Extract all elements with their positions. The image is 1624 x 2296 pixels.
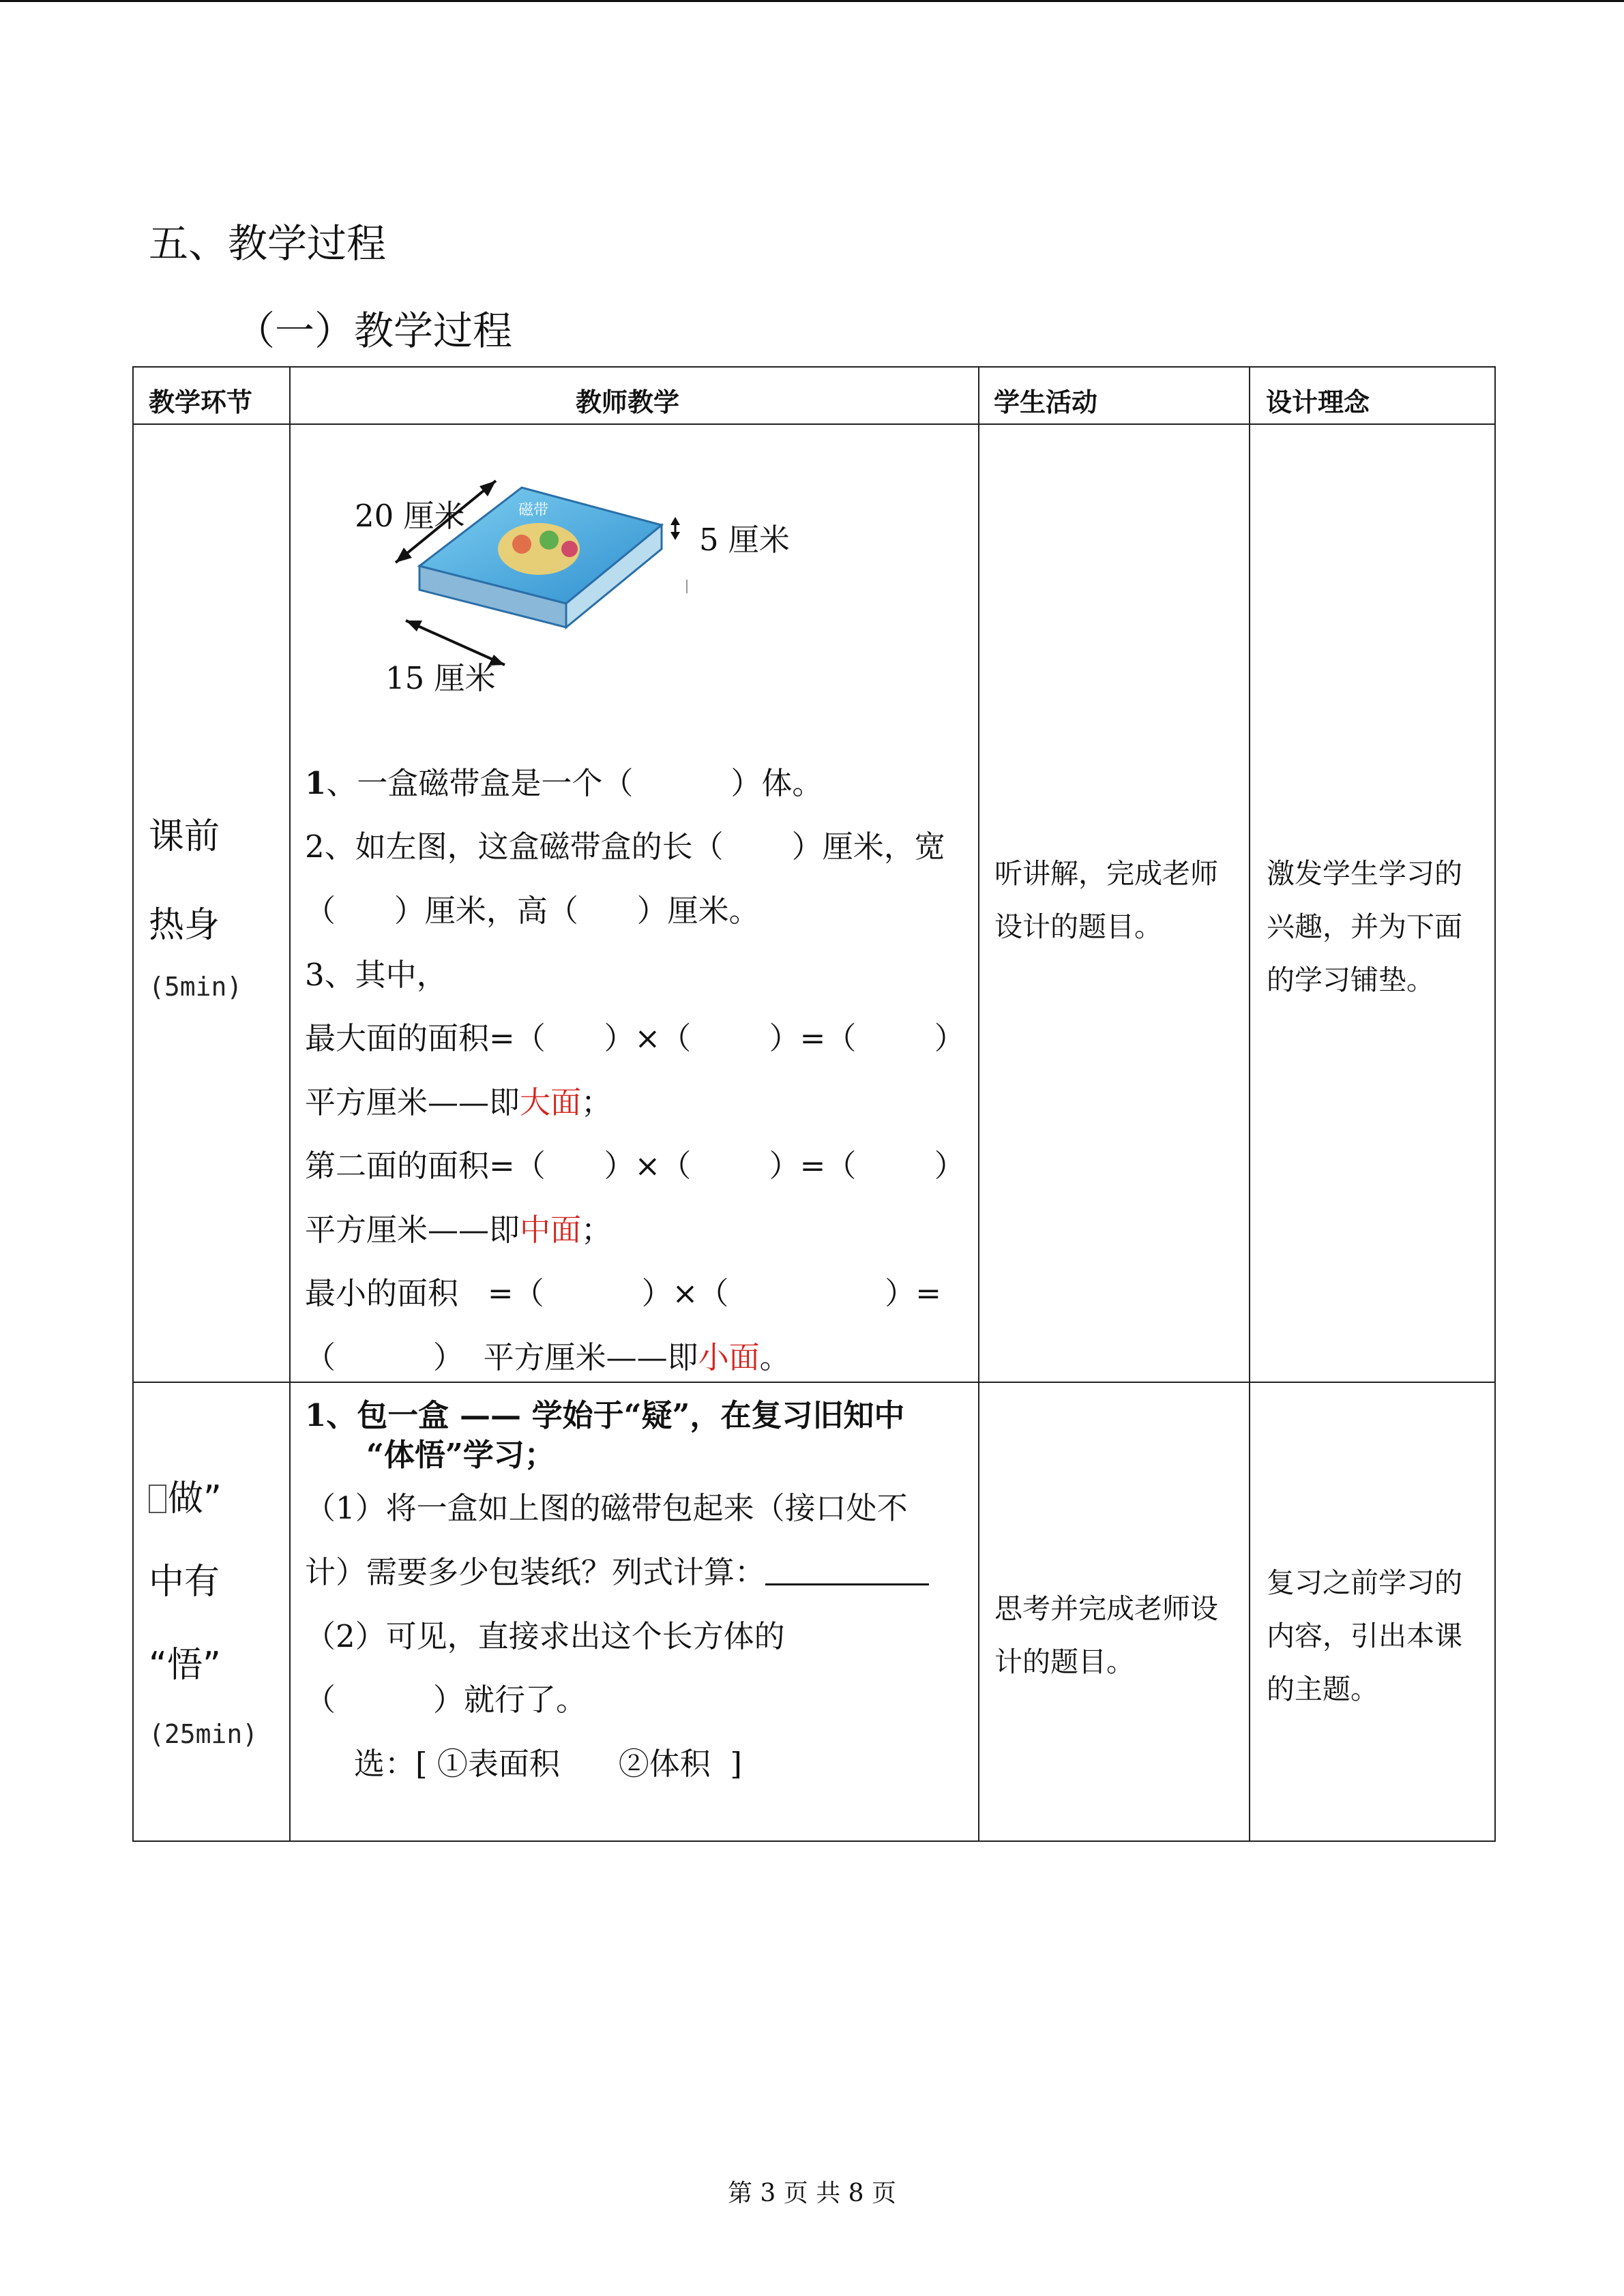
header-student: 学生活动	[994, 387, 1098, 417]
width-label: 15 厘米	[385, 660, 496, 696]
section-title: 五、教学过程	[149, 220, 387, 267]
cover-figure-2	[540, 531, 559, 550]
row1-stage-line2: 热身	[149, 905, 220, 946]
row2-choices: 选：[ ①表面积 ②体积 ]	[354, 1746, 742, 1782]
row1-big-face-equation: 最大面的面积=（ ）×（ ）=（ ）	[305, 1020, 965, 1056]
row2-task-title-line2: “体悟”学习；	[366, 1437, 555, 1473]
row1-small-face-equation: 最小的面积 =（ ）×（ ）=	[305, 1275, 941, 1311]
row1-q2-line2: （ ）厘米，高（ ）厘米。	[305, 893, 760, 929]
subsection-title: （一）教学过程	[235, 308, 513, 354]
row1-mid-face-result: 平方厘米——即中面；	[305, 1212, 612, 1248]
header-design: 设计理念	[1266, 387, 1370, 417]
row2-design-concept: 复习之前学习的 内容，引出本课 的主题。	[1267, 1566, 1462, 1705]
table-divider-1	[289, 366, 291, 1842]
row1-duration: (5min)	[149, 972, 243, 1002]
row1-big-face-result: 平方厘米——即大面；	[305, 1084, 612, 1120]
cassette-box-diagram	[344, 464, 790, 709]
row1-q2-line1: 2、如左图，这盒磁带盒的长（ ）厘米，宽	[305, 829, 945, 865]
row2-stage-line3: “悟”	[149, 1645, 221, 1686]
height-label: 5 厘米	[699, 522, 790, 558]
row1-student-activity: 听讲解，完成老师 设计的题目。	[994, 857, 1218, 943]
table-border-bottom	[132, 1840, 1496, 1842]
row2-student-activity: 思考并完成老师设 计的题目。	[994, 1592, 1218, 1678]
answer-blank	[765, 1555, 929, 1585]
row-rule	[132, 1382, 1496, 1383]
row1-small-face-result: （ ） 平方厘米——即小面。	[305, 1339, 791, 1375]
table-divider-3	[1249, 366, 1250, 1842]
row2-duration: (25min)	[149, 1719, 259, 1749]
mid-face-highlight: 中面	[520, 1212, 582, 1248]
top-rule	[0, 0, 1624, 2]
cover-figure-1	[512, 535, 531, 554]
page-footer: 第 3 页 共 8 页	[727, 2179, 897, 2207]
big-face-highlight: 大面	[520, 1084, 582, 1120]
cover-figure-3	[561, 541, 578, 557]
table-divider-2	[978, 366, 979, 1842]
row1-q3: 3、其中，	[305, 957, 447, 993]
teaching-process-table	[132, 366, 1496, 1842]
row2-stage-line2: 中有	[149, 1562, 220, 1602]
row2-stage-line1: 做”	[149, 1470, 222, 1521]
row2-task-title-line1: 1、包一盒 —— 学始于“疑”，在复习旧知中	[305, 1397, 905, 1433]
row2-p1-line2: 计）需要多少包装纸？列式计算：	[305, 1547, 929, 1592]
header-stage: 教学环节	[149, 387, 253, 417]
option-volume: ②体积	[618, 1746, 711, 1782]
header-teacher: 教师教学	[576, 387, 680, 417]
table-border-left	[132, 366, 134, 1842]
row1-mid-face-equation: 第二面的面积=（ ）×（ ）=（ ）	[305, 1148, 965, 1184]
row1-q1: 1、一盒磁带盒是一个（ ）体。	[305, 765, 823, 801]
row1-design-concept: 激发学生学习的 兴趣，并为下面 的学习铺垫。	[1267, 857, 1462, 996]
row2-p1-line1: （1）将一盒如上图的磁带包起来（接口处不	[305, 1490, 908, 1526]
row2-p2-line1: （2）可见，直接求出这个长方体的	[305, 1618, 785, 1654]
box-title: 磁带	[518, 502, 549, 519]
row2-p2-line2: （ ）就行了。	[305, 1682, 587, 1718]
row1-stage-line1: 课前	[149, 816, 220, 857]
table-border-right	[1494, 366, 1496, 1842]
option-surface-area: ①表面积	[437, 1746, 560, 1782]
header-rule	[132, 423, 1496, 425]
length-label: 20 厘米	[355, 498, 465, 534]
table-border-top	[132, 366, 1496, 368]
small-face-highlight: 小面	[698, 1339, 760, 1375]
